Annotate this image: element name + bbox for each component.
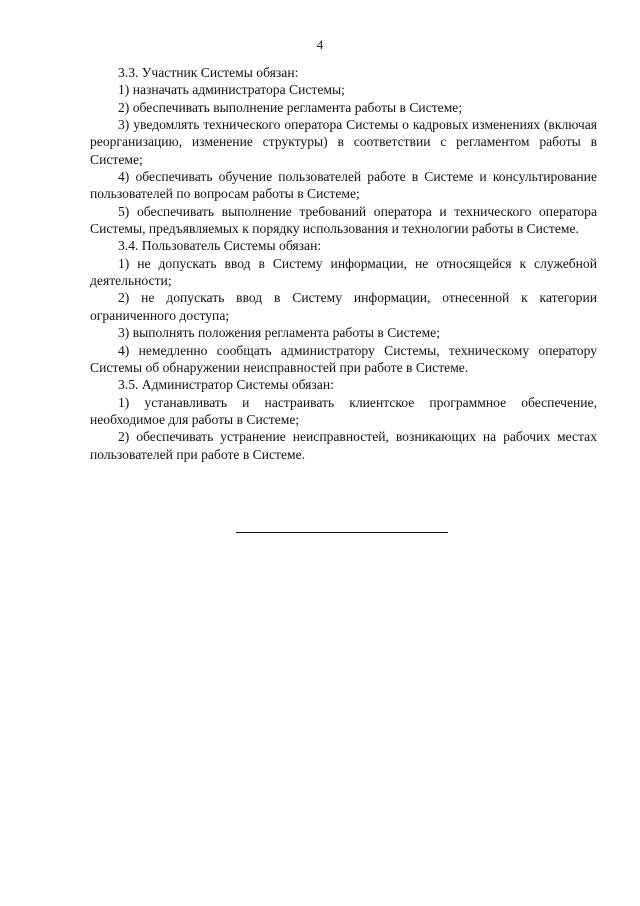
list-item: 2) обеспечивать выполнение регламента работы в Системе;: [118, 99, 463, 115]
list-item: 2) не допускать ввод в Систему информации, отнесенной к категории ограниченного доступа;: [90, 290, 597, 323]
list-item: 2) обеспечивать устранение неисправностей, возникающих на рабочих местах пользователей при работе в Системе.: [90, 429, 597, 462]
list-item: 5) обеспечивать выполнение требований оператора и технического оператора Системы, предъявляемых к порядку использования и технологии работы в Системе.: [90, 203, 597, 237]
list-item: 4) немедленно сообщать администратору Системы, техническому оператору Системы об обнаружении неисправностей при работе в Системе.: [90, 342, 597, 375]
page-number: 4: [316, 37, 324, 52]
list-item: 4) обеспечивать обучение пользователей работе в Системе и консультирование пользователей по вопросам работы в Системе;: [90, 169, 597, 202]
section-heading-3-5: 3.5. Администратор Системы обязан:: [118, 377, 334, 393]
list-item: 1) не допускать ввод в Систему информации, не относящейся к служебной деятельности;: [90, 255, 597, 289]
list-item: 1) устанавливать и настраивать клиентское программное обеспечение, необходимое для работы в Системе;: [90, 394, 597, 427]
section-heading-3-4: 3.4. Пользователь Системы обязан:: [118, 238, 322, 254]
document-body: [90, 64, 597, 463]
list-item: 1) назначать администратора Системы;: [118, 82, 345, 98]
section-heading-3-3: 3.3. Участник Системы обязан:: [118, 65, 299, 80]
end-divider-line: [236, 532, 448, 533]
list-item: 3) выполнять положения регламента работы в Системе;: [118, 325, 440, 341]
list-item: 3) уведомлять технического оператора Системы о кадровых изменениях (включая реорганизацию, изменение структуры) в соответствии с регламентом работы в Системе;: [90, 117, 597, 167]
